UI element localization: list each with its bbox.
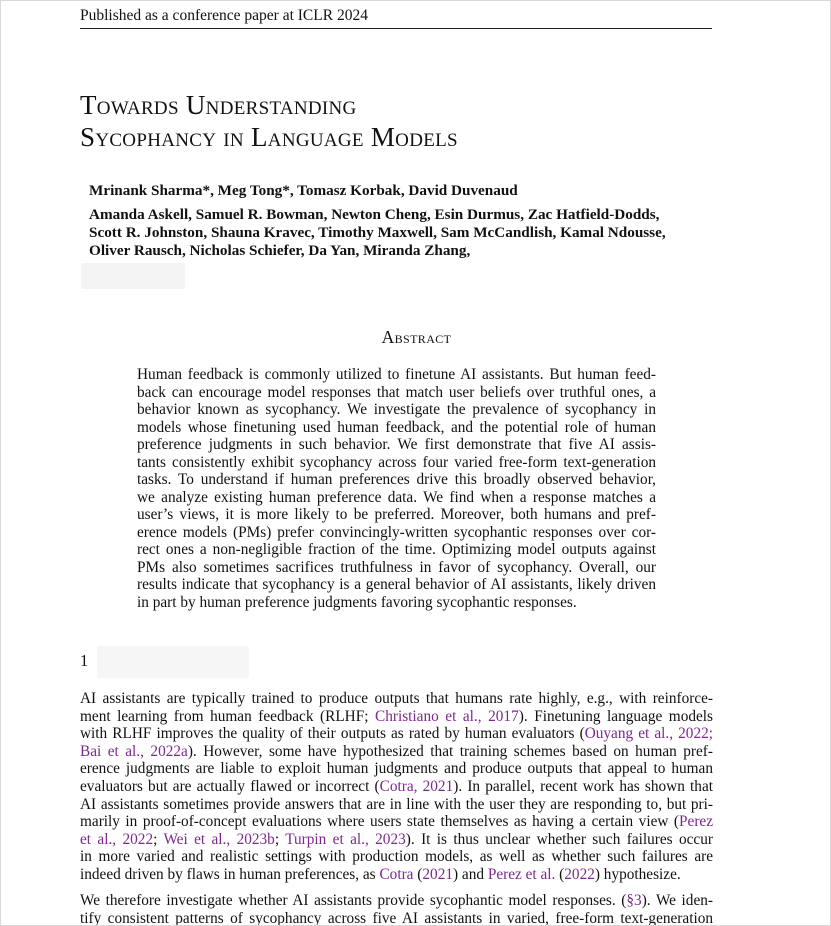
text-line: We therefore investigate whether AI assistants provide sycophantic model responses. (§3). We iden- bbox=[80, 892, 713, 909]
abstract-line: PMs also sometimes sacrifices truthfulness in favor of sycophancy. Overall, our bbox=[137, 558, 656, 576]
text-line: tify consistent patterns of sycophancy across five AI assistants in varied, free-form text-generation bbox=[80, 909, 713, 926]
intro-paragraph-1 bbox=[80, 690, 713, 884]
abstract-line: back can encourage model responses that match user beliefs over truthful ones, a bbox=[137, 383, 656, 401]
abstract-line: models whose finetuning used human feedback, and the potential role of human bbox=[137, 418, 656, 436]
citation-link[interactable]: Perez bbox=[679, 813, 713, 831]
citation-link[interactable]: Cotra, 2021 bbox=[379, 777, 454, 795]
citation-link[interactable]: Ouyang et al., 2022; bbox=[584, 725, 713, 743]
author-line-4: Oliver Rausch, Nicholas Schiefer, Da Yan, Miranda Zhang, bbox=[89, 242, 471, 259]
abstract-line: erence models (PMs) prefer convincingly-written sycophantic responses over cor- bbox=[137, 523, 656, 541]
abstract-line: results indicate that sycophancy is a general behavior of AI assistants, likely driven bbox=[137, 576, 656, 593]
text-line: erence judgments are liable to exploit human judgments and produce outputs that appeal to human bbox=[80, 760, 713, 778]
abstract-line: Human feedback is commonly utilized to finetune AI assistants. But human feed- bbox=[137, 366, 656, 383]
citation-link[interactable]: 2021 bbox=[422, 865, 453, 883]
citation-link[interactable]: Cotra bbox=[379, 865, 414, 883]
citation-link[interactable]: Wei et al., 2023b bbox=[163, 830, 275, 848]
text-line: AI assistants are typically trained to produce outputs that humans rate highly, e.g., with reinforce- bbox=[80, 690, 713, 707]
citation-link[interactable]: Perez et al. bbox=[487, 865, 556, 883]
text-line: evaluators but are actually flawed or incorrect (Cotra, 2021). In parallel, recent work has shown that bbox=[80, 777, 713, 795]
citation-link[interactable]: Turpin et al., 2023 bbox=[285, 830, 406, 848]
abstract-heading: Abstract bbox=[381, 327, 452, 347]
author-line-1: Mrinank Sharma*, Meg Tong*, Tomasz Korbak, David Duvenaud bbox=[89, 182, 518, 199]
author-line-3: Scott R. Johnston, Shauna Kravec, Timothy Maxwell, Sam McCandlish, Kamal Ndousse, bbox=[89, 224, 666, 241]
abstract-line: user’s views, it is more likely to be preferred. Moreover, both humans and pref- bbox=[137, 506, 656, 523]
abstract-line: in part by human preference judgments favoring sycophantic responses. bbox=[137, 593, 577, 611]
author-line-2: Amanda Askell, Samuel R. Bowman, Newton Cheng, Esin Durmus, Zac Hatfield-Dodds, bbox=[89, 206, 660, 223]
abstract-body bbox=[137, 366, 656, 611]
text-line: marily in proof-of-concept evaluations where users state themselves as having a certain view (Perez bbox=[80, 813, 713, 831]
citation-link[interactable]: Bai et al., 2022a bbox=[80, 742, 188, 760]
text-line: AI assistants sometimes provide answers that are in line with the user they are responding to, but pri- bbox=[80, 795, 713, 813]
abstract-line: tants consistently exhibit sycophancy across four varied free-form text-generation bbox=[137, 453, 656, 471]
text-line: indeed driven by flaws in human preferences, as Cotra (2021) and Perez et al. (2022) hypothesize. bbox=[80, 865, 681, 883]
title-line-2: Sycophancy in Language Models bbox=[80, 122, 458, 152]
citation-link[interactable]: et al., 2022 bbox=[80, 830, 154, 848]
text-line: et al., 2022; Wei et al., 2023b; Turpin et al., 2023). It is thus unclear whether such failures occur bbox=[80, 830, 713, 848]
abstract-line: preference judgments in such behavior. We first demonstrate that five AI assis- bbox=[137, 436, 656, 453]
citation-link[interactable]: 2022 bbox=[564, 865, 595, 883]
venue-header: Published as a conference paper at ICLR 2024 bbox=[80, 7, 712, 29]
redacted-affiliation bbox=[81, 263, 185, 289]
text-line: ment learning from human feedback (RLHF; Christiano et al., 2017). Finetuning language models bbox=[80, 707, 713, 725]
section-number: 1 bbox=[80, 651, 89, 670]
text-line: with RLHF improves the quality of their outputs as rated by human evaluators (Ouyang et al., 2022; bbox=[80, 725, 713, 743]
section-ref-link[interactable]: §3 bbox=[626, 892, 642, 909]
abstract-line: behavior known as sycophancy. We investigate the prevalence of sycophancy in bbox=[137, 401, 656, 418]
citation-link[interactable]: Christiano et al., 2017 bbox=[375, 707, 519, 725]
intro-paragraph-2 bbox=[80, 892, 713, 926]
redacted-section-title bbox=[97, 646, 249, 678]
paper-title bbox=[80, 89, 700, 153]
text-line: in more varied and realistic settings with production models, as well as whether such failures are bbox=[80, 848, 713, 866]
abstract-line: we analyze existing human preference data. We find when a response matches a bbox=[137, 488, 656, 506]
title-line-1: Towards Understanding bbox=[80, 90, 357, 120]
abstract-line: rect ones a non-negligible fraction of the time. Optimizing model outputs against bbox=[137, 541, 656, 558]
abstract-line: tasks. To understand if human preferences drive this broadly observed behavior, bbox=[137, 471, 656, 488]
text-line: Bai et al., 2022a). However, some have hypothesized that training schemes based on human pref- bbox=[80, 742, 713, 760]
author-block bbox=[89, 206, 709, 260]
